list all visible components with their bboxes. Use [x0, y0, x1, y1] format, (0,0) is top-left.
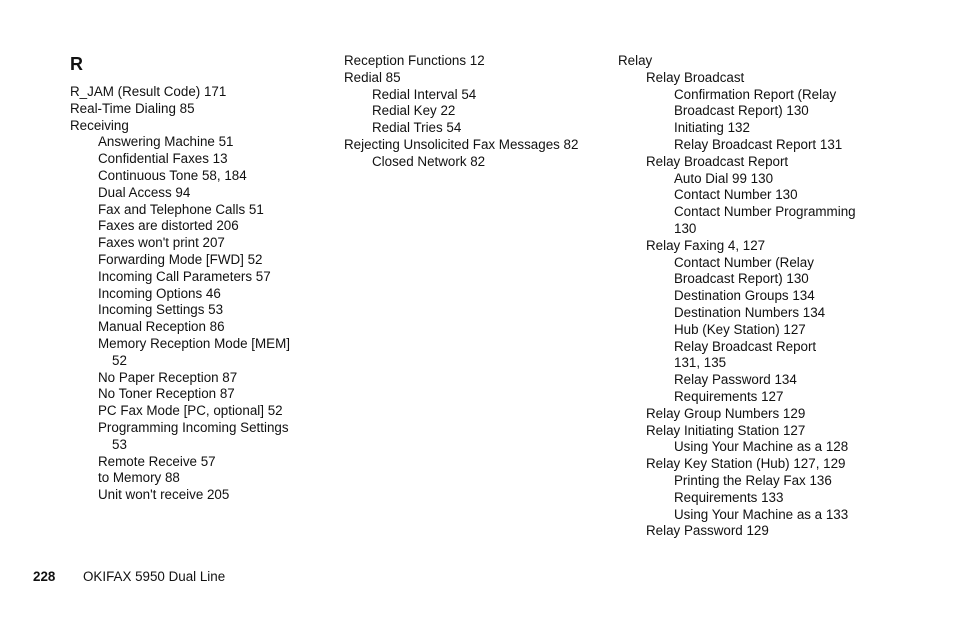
index-list-1 — [70, 84, 330, 504]
index-entry: Redial Key 22 — [372, 103, 456, 119]
index-entry: Continuous Tone 58, 184 — [98, 167, 247, 183]
index-entry: Incoming Settings 53 — [98, 302, 224, 318]
index-entry: PC Fax Mode [PC, optional] 52 — [98, 403, 283, 419]
index-entry: Relay Broadcast Report — [674, 338, 817, 354]
index-entry: Broadcast Report) 130 — [674, 103, 809, 119]
index-entry: Faxes are distorted 206 — [98, 218, 239, 234]
index-entry: 52 — [112, 352, 127, 368]
index-entry: to Memory 88 — [98, 470, 180, 486]
page-number: 228 — [33, 569, 56, 584]
index-entry: Memory Reception Mode [MEM] — [98, 335, 290, 351]
index-list-2 — [344, 53, 604, 171]
section-letter: R — [70, 54, 83, 74]
index-column-2 — [344, 53, 604, 171]
index-column-1 — [70, 53, 330, 504]
index-entry: Manual Reception 86 — [98, 319, 225, 335]
index-entry: Programming Incoming Settings — [98, 419, 289, 435]
index-entry: Confidential Faxes 13 — [98, 151, 228, 167]
index-entry: Relay Faxing 4, 127 — [646, 237, 766, 253]
index-entry: Relay Key Station (Hub) 127, 129 — [646, 456, 846, 472]
index-entry: Relay — [618, 53, 653, 68]
index-entry: No Paper Reception 87 — [98, 369, 238, 385]
index-entry: Relay Initiating Station 127 — [646, 422, 806, 438]
index-entry: Contact Number (Relay — [674, 254, 814, 270]
index-entry: 130 — [674, 220, 697, 236]
index-entry: Destination Numbers 134 — [674, 304, 826, 320]
index-entry: Initiating 132 — [674, 120, 750, 136]
index-entry: R_JAM (Result Code) 171 — [70, 84, 227, 99]
page-footer — [33, 568, 225, 586]
index-entry: Reception Functions 12 — [344, 53, 485, 68]
index-entry: Fax and Telephone Calls 51 — [98, 201, 264, 217]
document-title: OKIFAX 5950 Dual Line — [83, 569, 226, 584]
index-entry: Confirmation Report (Relay — [674, 86, 837, 102]
index-entry: Hub (Key Station) 127 — [674, 321, 806, 337]
index-entry: Using Your Machine as a 133 — [674, 506, 849, 522]
index-entry: Remote Receive 57 — [98, 453, 216, 469]
index-entry: Broadcast Report) 130 — [674, 271, 809, 287]
index-entry: Rejecting Unsolicited Fax Messages 82 — [344, 136, 579, 152]
index-entry: Closed Network 82 — [372, 153, 486, 169]
index-entry: Incoming Options 46 — [98, 285, 221, 301]
index-entry: Incoming Call Parameters 57 — [98, 268, 271, 284]
index-entry: Requirements 127 — [674, 388, 784, 404]
index-entry: Contact Number 130 — [674, 187, 798, 203]
index-entry: Relay Password 129 — [646, 523, 769, 539]
index-entry: 131, 135 — [674, 355, 727, 371]
index-entry: Relay Broadcast Report — [646, 153, 789, 169]
index-entry: Destination Groups 134 — [674, 288, 815, 304]
index-list-3 — [618, 53, 888, 540]
index-column-3 — [618, 53, 888, 540]
index-entry: Auto Dial 99 130 — [674, 170, 774, 186]
index-entry: Redial Interval 54 — [372, 86, 477, 102]
index-entry: Printing the Relay Fax 136 — [674, 472, 832, 488]
index-entry: Redial Tries 54 — [372, 120, 462, 136]
index-entry: Requirements 133 — [674, 489, 784, 505]
index-entry: Relay Broadcast Report 131 — [674, 136, 843, 152]
index-entry: Relay Group Numbers 129 — [646, 405, 806, 421]
index-entry: Unit won't receive 205 — [98, 487, 230, 503]
index-entry: Relay Password 134 — [674, 372, 797, 388]
index-entry: Real-Time Dialing 85 — [70, 100, 195, 116]
index-entry: No Toner Reception 87 — [98, 386, 235, 402]
index-entry: Contact Number Programming — [674, 204, 856, 220]
index-entry: Faxes won't print 207 — [98, 235, 225, 251]
index-entry: Relay Broadcast — [646, 69, 745, 85]
index-entry: Using Your Machine as a 128 — [674, 439, 849, 455]
index-entry: 53 — [112, 436, 127, 452]
index-entry: Receiving — [70, 117, 129, 133]
index-entry: Redial 85 — [344, 69, 401, 85]
index-entry: Answering Machine 51 — [98, 134, 234, 150]
index-entry: Dual Access 94 — [98, 184, 191, 200]
index-entry: Forwarding Mode [FWD] 52 — [98, 251, 263, 267]
